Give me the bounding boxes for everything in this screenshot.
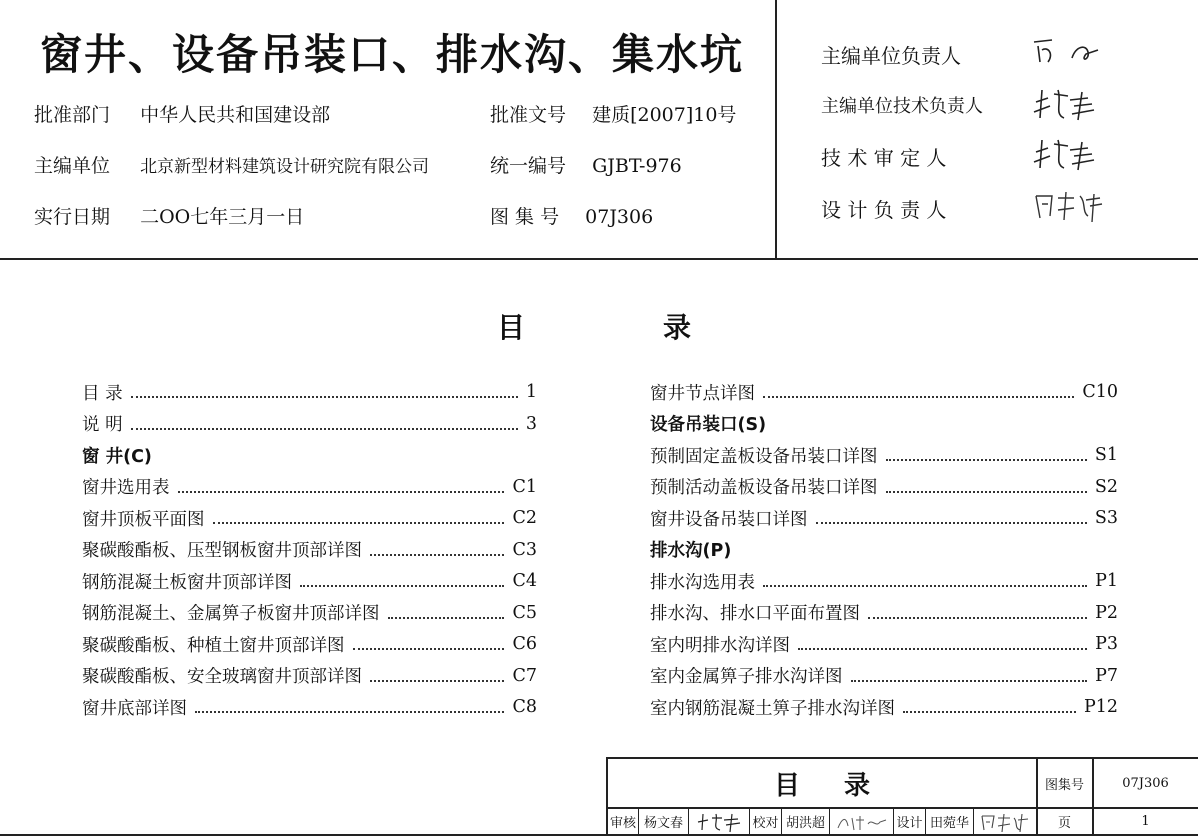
toc-entry-title: 窗井顶板平面图 <box>82 509 205 530</box>
tb-sep <box>973 807 974 836</box>
toc-entry-page: 3 <box>525 413 537 434</box>
toc-entry-title: 室内明排水沟详图 <box>650 635 790 656</box>
toc-entry-title: 窗井底部详图 <box>82 698 187 719</box>
signature-chief-tech-head <box>1028 84 1108 124</box>
toc-leader-dots <box>195 711 504 713</box>
designer-signature <box>978 810 1032 834</box>
checker-name: 胡洪超 <box>785 816 825 831</box>
toc-heading-left: 目 <box>497 311 526 344</box>
toc-leader-dots <box>370 554 504 556</box>
toc-leader-dots <box>816 522 1087 524</box>
toc-entry-title: 窗 井(C) <box>82 446 152 467</box>
approval-dept-value: 中华人民共和国建设部 <box>140 104 331 126</box>
atlas-no-row <box>490 202 653 229</box>
toc-leader-dots <box>388 617 505 619</box>
document-title: 窗井、设备吊装口、排水沟、集水坑 <box>40 30 745 79</box>
signature-chief-editor-head <box>1028 32 1108 72</box>
toc-entry-title: 聚碳酸酯板、压型钢板窗井顶部详图 <box>82 541 362 561</box>
toc-entry <box>82 661 537 691</box>
signature-design-lead <box>1030 186 1110 226</box>
toc-entry-title: 窗井选用表 <box>82 478 170 498</box>
sheet-title-right: 录 <box>844 770 871 801</box>
toc-entry <box>650 598 1118 628</box>
toc-entry-page: P2 <box>1095 602 1118 623</box>
toc-section-heading <box>82 440 537 470</box>
toc-entry <box>82 472 537 502</box>
approval-doc-row <box>490 100 736 127</box>
sheet-title-left: 目 <box>773 770 800 801</box>
toc-leader-dots <box>886 459 1087 461</box>
tech-reviewer-label: 技 术 审 定 人 <box>821 146 947 170</box>
toc-entry-title: 预制固定盖板设备吊装口详图 <box>650 446 878 467</box>
approval-dept-row <box>34 100 330 127</box>
unified-no-row <box>490 151 682 178</box>
toc-heading-right: 录 <box>663 311 692 344</box>
toc-leader-dots <box>886 491 1087 493</box>
effective-date-label: 实行日期 <box>34 206 111 228</box>
toc-leader-dots <box>763 585 1087 587</box>
approval-doc-label: 批准文号 <box>490 104 567 126</box>
toc-leader-dots <box>213 522 505 524</box>
atlas-no-value: 07J306 <box>585 206 654 228</box>
checker-signature <box>834 810 890 834</box>
atlas-no-label: 图 集 号 <box>490 206 560 228</box>
toc-entry-title: 目 录 <box>82 383 123 404</box>
page-label: 页 <box>1057 816 1071 831</box>
toc-entry <box>650 629 1118 659</box>
toc-entry-title: 预制活动盖板设备吊装口详图 <box>650 478 878 498</box>
toc-leader-dots <box>178 491 505 493</box>
toc-entry-page: C6 <box>512 634 537 654</box>
toc-entry <box>650 503 1118 533</box>
toc-leader-dots <box>131 428 518 430</box>
toc-entry <box>82 535 537 565</box>
toc-entry-page: S1 <box>1094 445 1118 465</box>
toc-leader-dots <box>353 648 505 650</box>
toc-entry-title: 聚碳酸酯板、种植土窗井顶部详图 <box>82 635 345 656</box>
toc-entry-title: 聚碳酸酯板、安全玻璃窗井顶部详图 <box>82 667 362 687</box>
toc-entry-page: P3 <box>1095 634 1118 654</box>
toc-entry-title: 窗井节点详图 <box>650 383 755 404</box>
toc-entry-title: 窗井设备吊装口详图 <box>650 509 808 530</box>
signature-tech-reviewer <box>1028 134 1108 174</box>
toc-entry <box>82 692 537 722</box>
tb-sep <box>688 807 689 836</box>
toc-entry-page: C4 <box>512 571 537 591</box>
toc-entry-page: P12 <box>1083 697 1118 717</box>
toc-leader-dots <box>131 396 518 398</box>
toc-leader-dots <box>798 648 1087 650</box>
checker-label: 校对 <box>752 816 779 831</box>
toc-leader-dots <box>370 680 504 682</box>
toc-entry-title: 钢筋混凝土、金属箅子板窗井顶部详图 <box>82 604 380 624</box>
toc-entry-title: 室内金属箅子排水沟详图 <box>650 667 843 687</box>
toc-entry <box>82 409 537 439</box>
toc-leader-dots <box>868 617 1087 619</box>
toc-entry <box>82 598 537 628</box>
unified-no-value: GJBT-976 <box>592 155 682 177</box>
toc-entry-page: C3 <box>512 539 537 560</box>
toc-entry <box>82 377 537 407</box>
toc-entry-page: C8 <box>512 697 537 717</box>
toc-entry-page: S2 <box>1094 476 1118 497</box>
reviewer-signature <box>694 810 744 834</box>
toc-entry-title: 说 明 <box>82 415 123 435</box>
editor-row <box>34 151 429 178</box>
toc-entry-title: 排水沟、排水口平面布置图 <box>650 604 860 624</box>
sheet-title <box>608 759 1036 807</box>
designer-name: 田菀华 <box>929 816 969 831</box>
reviewer-label: 审核 <box>609 816 636 831</box>
toc-entry <box>82 629 537 659</box>
reviewer-name: 杨文春 <box>643 816 683 831</box>
toc-entry-page: P7 <box>1095 665 1118 686</box>
toc-entry-page: C10 <box>1082 382 1118 402</box>
approval-dept-label: 批准部门 <box>34 104 111 126</box>
toc-entry-page: C7 <box>512 665 537 686</box>
toc-entry-title: 设备吊装口(S) <box>650 415 767 435</box>
toc-leader-dots <box>300 585 504 587</box>
toc-entry-page: P1 <box>1095 571 1118 591</box>
toc-entry-title: 排水沟(P) <box>650 541 732 561</box>
toc-entry-title: 室内钢筋混凝土箅子排水沟详图 <box>650 698 895 719</box>
toc-entry-page: C2 <box>512 508 537 528</box>
toc-entry <box>82 566 537 596</box>
editor-value: 北京新型材料建筑设计研究院有限公司 <box>140 157 430 177</box>
toc-entry-page: 1 <box>525 382 537 402</box>
editor-label: 主编单位 <box>34 155 111 177</box>
toc-section-heading <box>650 409 1118 439</box>
toc-entry <box>650 692 1118 722</box>
page-value: 1 <box>1141 814 1150 829</box>
toc-entry <box>650 377 1118 407</box>
toc-entry-title: 排水沟选用表 <box>650 572 755 593</box>
toc-leader-dots <box>903 711 1076 713</box>
toc-leader-dots <box>851 680 1088 682</box>
header-bottom-rule <box>0 258 1198 260</box>
toc-entry <box>650 472 1118 502</box>
toc-entry-title: 钢筋混凝土板窗井顶部详图 <box>82 572 292 593</box>
chief-editor-head-label: 主编单位负责人 <box>821 44 961 68</box>
toc-entry-page: S3 <box>1094 508 1118 528</box>
effective-date-row <box>34 202 304 229</box>
toc-entry <box>650 661 1118 691</box>
toc-section-heading <box>650 535 1118 565</box>
toc-entry-page: C1 <box>512 476 537 497</box>
toc-entry-page: C5 <box>512 602 537 623</box>
header-divider <box>775 0 777 258</box>
toc-entry <box>650 440 1118 470</box>
toc-entry <box>82 503 537 533</box>
design-lead-label: 设 计 负 责 人 <box>821 198 947 222</box>
atlas-no-value-cell: 07J306 <box>1122 775 1169 791</box>
chief-tech-head-label: 主编单位技术负责人 <box>821 96 983 117</box>
effective-date-value: 二OO七年三月一日 <box>140 206 305 228</box>
tb-sep <box>829 807 830 836</box>
toc-entry <box>650 566 1118 596</box>
unified-no-label: 统一编号 <box>490 155 567 177</box>
designer-label: 设计 <box>896 816 923 831</box>
atlas-no-label-cell: 图集号 <box>1044 777 1084 793</box>
approval-doc-value: 建质[2007]10号 <box>592 104 737 126</box>
toc-leader-dots <box>763 396 1074 398</box>
